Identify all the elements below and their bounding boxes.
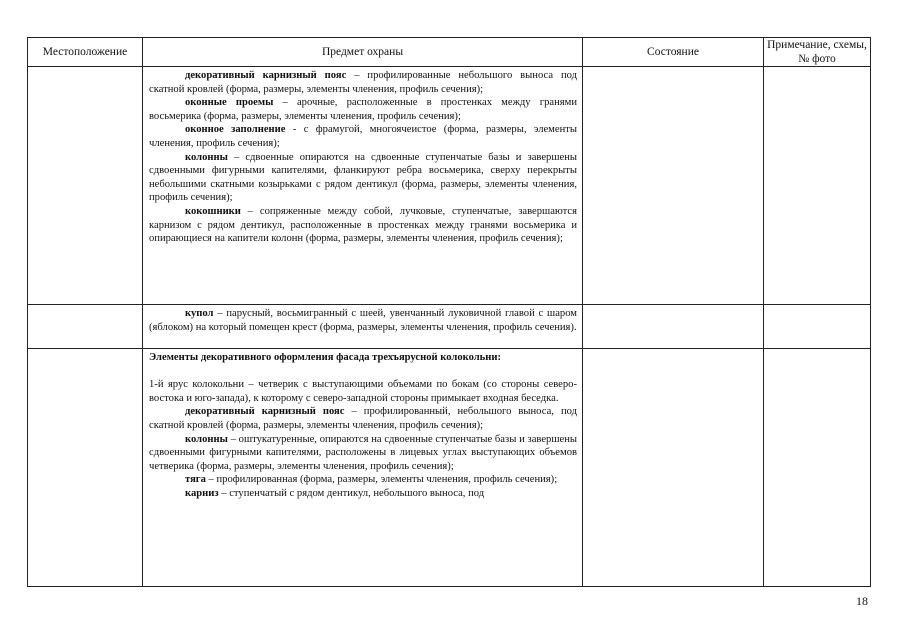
- section-intro: 1-й ярус колокольни – четверик с выступающими объемами по бокам (со стороны северо-востока и юго-запада), к которому с северо-западной стороны примыкает входная беседка.: [149, 379, 577, 404]
- element-description: – оштукатуренные, опираются на сдвоенные ступенчатые базы и завершены сдвоенными фигурными капителями, расположены в лицевых углах выступающих объемов четверика (форма, размеры, элементы членения, профиль сечения);: [149, 433, 577, 472]
- element-description: – профилированная (форма, размеры, элементы членения, профиль сечения);: [205, 474, 558, 486]
- protected-element-item: [149, 205, 577, 246]
- state-cell: [583, 67, 764, 305]
- header-note: Примечание, схемы, № фото: [764, 38, 871, 67]
- element-term: колонны: [185, 151, 228, 163]
- note-cell: [764, 305, 871, 349]
- protected-element-item: [149, 405, 577, 432]
- element-term: оконные проемы: [185, 97, 274, 109]
- element-description: – профилированные небольшого выноса под скатной кровлей (форма, размеры, элементы членения, профиль сечения);: [149, 70, 577, 95]
- subject-text: [143, 349, 582, 501]
- subject-cell: [143, 349, 583, 587]
- subject-cell: [143, 305, 583, 349]
- element-term: карниз: [185, 487, 219, 499]
- protected-element-item: [149, 487, 577, 501]
- protected-element-item: [149, 123, 577, 150]
- header-state: Состояние: [583, 38, 764, 67]
- protected-element-item: [149, 307, 577, 334]
- element-term: купол: [185, 308, 214, 319]
- element-description: – сопряженные между собой, лучковые, ступенчатые, завершаются карнизом с рядом дентикул, расположенные в простенках между гранями восьмерика и опирающиеся на капители колонн (форма, размеры, элементы членения, профиль сечения);: [149, 205, 577, 245]
- page-number: 18: [856, 594, 868, 608]
- heritage-table: [27, 37, 871, 587]
- protected-element-item: [149, 96, 577, 123]
- table-row: [28, 305, 871, 349]
- element-description: – профилированный, небольшого выноса, под скатной кровлей (форма, размеры, элементы членения, профиль сечения);: [149, 406, 577, 431]
- element-term: тяга: [185, 474, 206, 486]
- table-row: [28, 349, 871, 587]
- element-description: – сдвоенные опираются на сдвоенные ступенчатые базы и завершены сдвоенными фигурными капителями, фланкируют ребра восьмерика, сверху перекрыты небольшими скатными козырьками с рядом дентикул (форма, размеры, элементы членения, профиль сечения);: [149, 151, 577, 204]
- location-cell: [28, 305, 143, 349]
- element-description: – ступенчатый с рядом дентикул, небольшого выноса, под: [218, 487, 485, 499]
- element-description: - с фрамугой, многоячеистое (форма, размеры, элементы членения, профиль сечения);: [149, 124, 578, 149]
- element-term: декоративный карнизный пояс: [185, 70, 347, 81]
- element-description: – арочные, расположенные в простенках между гранями восьмерика (форма, размеры, элементы членения, профиль сечения);: [149, 97, 577, 122]
- element-description: – парусный, восьмигранный с шеей, увенчанный луковичной главой с шаром (яблоком) на который помещен крест (форма, размеры, элементы членения, профиль сечения).: [149, 308, 577, 333]
- table-row: [28, 67, 871, 305]
- protected-element-item: [149, 151, 577, 205]
- protected-element-item: [149, 433, 577, 474]
- element-term: декоративный карнизный пояс: [185, 406, 345, 418]
- header-subject: Предмет охраны: [143, 38, 583, 67]
- state-cell: [583, 349, 764, 587]
- section-heading: Элементы декоративного оформления фасада трехъярусной колокольни:: [149, 352, 502, 363]
- subject-cell: [143, 67, 583, 305]
- location-cell: [28, 67, 143, 305]
- note-cell: [764, 67, 871, 305]
- element-term: оконное заполнение: [185, 124, 286, 136]
- state-cell: [583, 305, 764, 349]
- table-header-row: [28, 38, 871, 67]
- protected-element-item: [149, 69, 577, 96]
- protected-element-item: [149, 473, 577, 487]
- element-term: колонны: [185, 433, 228, 445]
- subject-text: [143, 305, 582, 334]
- subject-text: [143, 67, 582, 246]
- header-location: Местоположение: [28, 38, 143, 67]
- note-cell: [764, 349, 871, 587]
- location-cell: [28, 349, 143, 587]
- element-term: кокошники: [185, 205, 241, 217]
